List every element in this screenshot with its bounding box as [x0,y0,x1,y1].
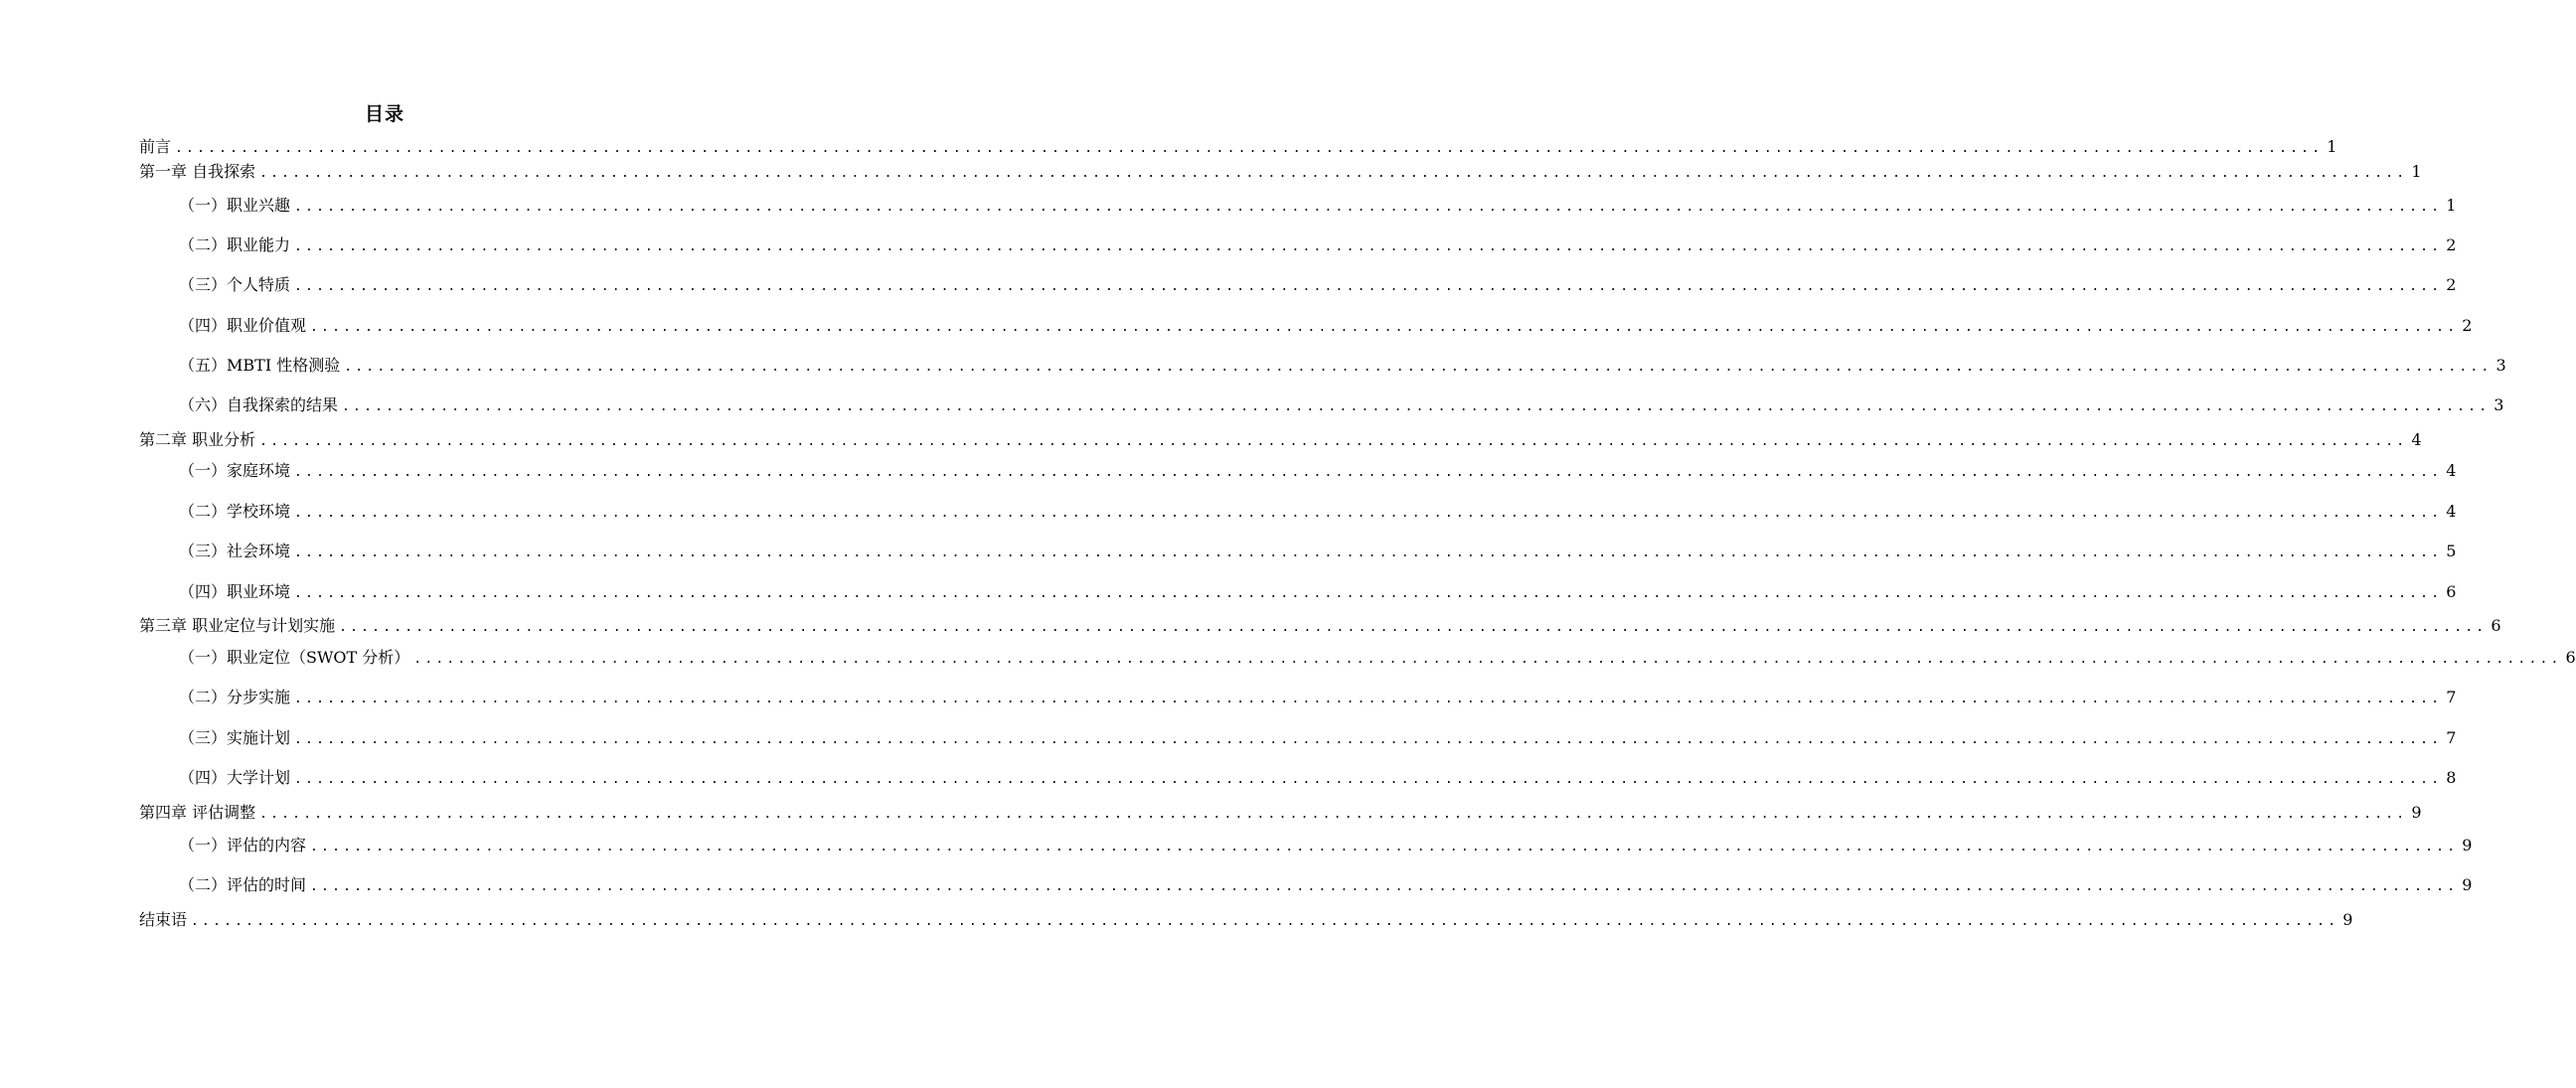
toc-entry[interactable] [139,430,2422,450]
toc-entry-label: （一）职业兴趣 [179,196,291,215]
toc-page-number: 3 [2496,356,2506,375]
toc-entry[interactable] [179,316,2473,336]
toc-page-number: 5 [2446,542,2457,560]
toc-leader: .................................................................................................................................................................................................... [294,465,2443,480]
toc-entry-label: （二）职业能力 [179,235,291,254]
toc-leader: .................................................................................................................................................................................................... [294,692,2443,706]
toc-leader: .................................................................................................................................................................................................... [294,239,2443,254]
toc-entry-label: 第四章 评估调整 [139,803,256,822]
page-title: 目录 [364,103,404,125]
toc-page-number: 7 [2446,688,2457,706]
toc-page-number: 2 [2446,275,2457,294]
toc-page-number: 1 [2327,137,2337,156]
toc-leader: .................................................................................................................................................................................................... [342,399,2491,414]
toc-entry[interactable] [179,395,2504,415]
toc-leader: .................................................................................................................................................................................................... [294,732,2443,747]
toc-entry[interactable] [179,542,2457,561]
toc-entry[interactable] [179,728,2457,748]
toc-entry-label: （三）实施计划 [179,728,291,747]
toc-entry[interactable] [139,910,2353,930]
toc-entry-label: （六）自我探索的结果 [179,395,339,414]
toc-entry-label: （五）MBTI 性格测验 [179,356,341,375]
toc-entry[interactable] [179,768,2457,788]
toc-entry-label: （三）个人特质 [179,275,291,294]
toc-entry-label: 第一章 自我探索 [139,162,256,181]
toc-page-number: 9 [2462,836,2473,855]
toc-entry-label: 前言 [139,137,172,156]
toc-entry-label: （四）职业环境 [179,582,291,601]
toc-leader: .................................................................................................................................................................................................... [294,200,2443,215]
toc-entry[interactable] [179,875,2473,895]
toc-leader: .................................................................................................................................................................................................... [259,166,2408,181]
toc-leader: .................................................................................................................................................................................................... [259,434,2408,449]
toc-leader: .................................................................................................................................................................................................... [294,506,2443,521]
toc-entry-label: （二）评估的时间 [179,875,307,894]
toc-entry[interactable] [179,648,2576,668]
toc-entry[interactable] [139,137,2337,157]
toc-page-number: 4 [2446,461,2457,480]
toc-page-number: 6 [2491,616,2501,635]
toc-entry[interactable] [139,803,2422,823]
toc-page-number: 1 [2411,162,2422,181]
toc-entry-label: （四）职业价值观 [179,316,307,335]
toc-page-number: 4 [2446,502,2457,521]
toc-leader: .................................................................................................................................................................................................... [294,772,2443,787]
toc-entry[interactable] [139,616,2501,636]
toc-entry-label: （一）职业定位（SWOT 分析） [179,648,410,667]
toc-entry[interactable] [179,275,2457,295]
toc-page-number: 1 [2446,196,2457,215]
toc-entry-label: （二）分步实施 [179,688,291,706]
toc-entry[interactable] [179,235,2457,255]
toc-leader: .................................................................................................................................................................................................... [191,914,2339,929]
toc-entry-label: 第三章 职业定位与计划实施 [139,616,336,635]
toc-entry-label: （一）评估的内容 [179,836,307,855]
toc-entry[interactable] [179,688,2457,707]
toc-entry[interactable] [179,502,2457,522]
toc-page-number: 6 [2565,648,2576,667]
toc-page-number: 9 [2462,875,2473,894]
toc-entry[interactable] [179,356,2506,376]
toc-page-number: 4 [2411,430,2422,449]
toc-page-number: 9 [2411,803,2422,822]
toc-leader: .................................................................................................................................................................................................... [175,141,2324,156]
toc-entry-label: （四）大学计划 [179,768,291,787]
toc-leader: .................................................................................................................................................................................................... [259,807,2408,822]
toc-leader: .................................................................................................................................................................................................... [310,320,2459,335]
toc-entry-label: （三）社会环境 [179,542,291,560]
toc-leader: .................................................................................................................................................................................................... [294,545,2443,560]
toc-entry[interactable] [139,162,2422,182]
toc-page-number: 2 [2462,316,2473,335]
toc-page-number: 3 [2494,395,2504,414]
toc-entry[interactable] [179,196,2457,216]
toc-entry[interactable] [179,461,2457,481]
toc-entry-label: （二）学校环境 [179,502,291,521]
toc-leader: .................................................................................................................................................................................................... [344,360,2493,375]
toc-entry-label: （一）家庭环境 [179,461,291,480]
toc-entry[interactable] [179,582,2457,602]
toc-leader: .................................................................................................................................................................................................... [310,879,2459,894]
toc-entry-label: 结束语 [139,910,188,929]
toc-page-number: 7 [2446,728,2457,747]
toc-entry-label: 第二章 职业分析 [139,430,256,449]
toc-page-number: 8 [2446,768,2457,787]
toc-leader: .................................................................................................................................................................................................... [294,279,2443,294]
toc-page-number: 9 [2342,910,2353,929]
toc-page-number: 6 [2446,582,2457,601]
toc-leader: .................................................................................................................................................................................................... [339,620,2488,635]
toc-leader: .................................................................................................................................................................................................... [413,652,2562,667]
toc-leader: .................................................................................................................................................................................................... [310,840,2459,855]
toc-entry[interactable] [179,836,2473,855]
toc-page-number: 2 [2446,235,2457,254]
toc-leader: .................................................................................................................................................................................................... [294,586,2443,601]
